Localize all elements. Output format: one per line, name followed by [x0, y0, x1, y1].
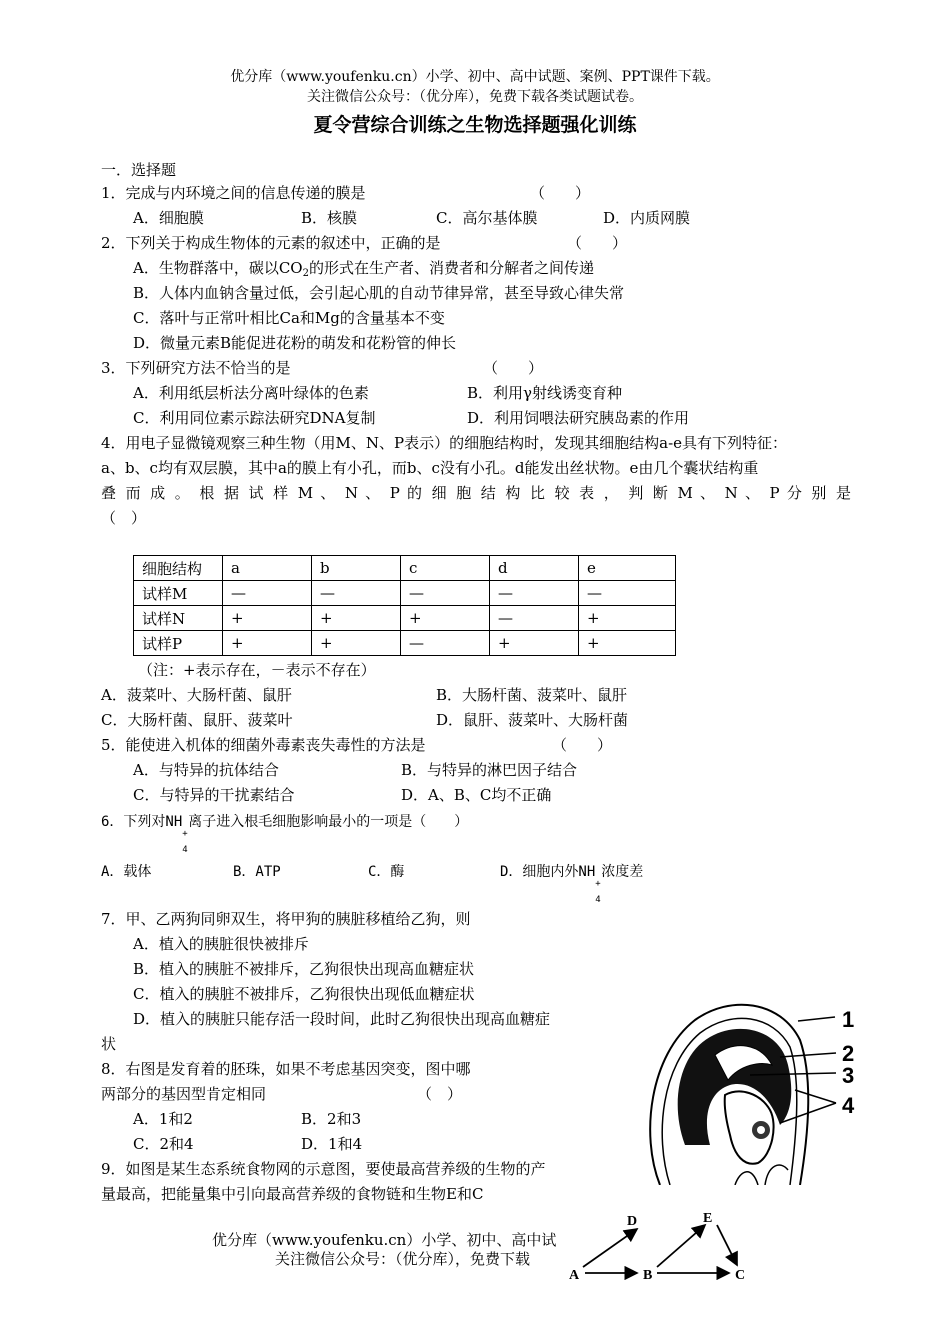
- ovule-label-2: 2: [842, 1041, 855, 1066]
- q7-option-d-continued: 状: [101, 1035, 117, 1053]
- table-cell: —: [490, 581, 579, 606]
- label-1-leader: [798, 1017, 835, 1021]
- q6-option-a: A．载体: [101, 864, 152, 880]
- q2-option-c: C．落叶与正常叶相比Ca和Mg的含量基本不变: [133, 309, 445, 327]
- food-web-node-a: A: [569, 1268, 580, 1283]
- table-cell: a: [223, 556, 312, 581]
- table-cell: +: [312, 606, 401, 631]
- table-cell: —: [312, 581, 401, 606]
- q3-option-b: B．利用γ射线诱变育种: [467, 384, 622, 402]
- ovule-label-4: 4: [842, 1093, 855, 1118]
- table-cell: 试样P: [134, 631, 223, 656]
- table-header-row: [134, 556, 676, 581]
- table-cell: —: [579, 581, 676, 606]
- q1-stem: 1．完成与内环境之间的信息传递的膜是: [101, 184, 366, 202]
- q4-stem-line-3: 叠 而 成 。 根 据 试 样 M 、 N 、 P 的 细 胞 结 构 比 较 表 ， 判 断 M 、 N 、 P 分 别 是: [101, 484, 851, 502]
- arrow-a-to-d: [583, 1229, 637, 1267]
- q6-stem: 6．下列对NH + 4 离子进入根毛细胞影响最小的一项是（ ）: [101, 814, 469, 855]
- table-cell: +: [579, 631, 676, 656]
- page-title: 夏令营综合训练之生物选择题强化训练: [313, 114, 637, 136]
- food-web-node-e: E: [703, 1211, 713, 1226]
- table-cell: 试样M: [134, 581, 223, 606]
- q7-option-b: B．植入的胰脏不被排斥，乙狗很快出现高血糖症状: [133, 960, 475, 978]
- label-4-leader-b: [795, 1090, 836, 1103]
- q8-option-b: B．2和3: [301, 1110, 362, 1128]
- q4-option-b: B．大肠杆菌、菠菜叶、鼠肝: [436, 686, 628, 704]
- q4-stem-line-1: 4．用电子显微镜观察三种生物（用M、N、P表示）的细胞结构时，发现其细胞结构a-e具有下列特征：: [101, 434, 788, 452]
- q8-option-c: C．2和4: [133, 1135, 194, 1153]
- food-web-node-d: D: [627, 1214, 638, 1229]
- micropyle: [735, 1172, 758, 1185]
- table-cell: +: [401, 606, 490, 631]
- table-cell: e: [579, 556, 676, 581]
- table-cell: —: [401, 581, 490, 606]
- table-cell: d: [490, 556, 579, 581]
- table-cell: b: [312, 556, 401, 581]
- q8-option-a: A．1和2: [133, 1110, 193, 1128]
- q1-answer-paren: （ ）: [530, 184, 591, 202]
- q4-option-d: D．鼠肝、菠菜叶、大肠杆菌: [436, 711, 629, 729]
- q1-option-c: C．高尔基体膜: [436, 209, 538, 227]
- q7-stem: 7．甲、乙两狗同卵双生，将甲狗的胰脏移植给乙狗，则: [101, 910, 471, 928]
- q5-answer-paren: （ ）: [552, 736, 613, 754]
- q8-option-d: D．1和4: [301, 1135, 363, 1153]
- table-row: [134, 606, 676, 631]
- q4-option-a: A．菠菜叶、大肠杆菌、鼠肝: [101, 686, 292, 704]
- q3-option-a: A．利用纸层析法分离叶绿体的色素: [133, 384, 369, 402]
- q4-option-c: C．大肠杆菌、鼠肝、菠菜叶: [101, 711, 293, 729]
- q6-option-c: C．酶: [368, 864, 405, 880]
- table-cell: 试样N: [134, 606, 223, 631]
- q6-option-b: B．ATP: [233, 864, 281, 880]
- header-line-2: 关注微信公众号：（优分库），免费下载各类试题试卷。: [307, 89, 643, 105]
- table-row: [134, 631, 676, 656]
- q5-option-b: B．与特异的淋巴因子结合: [401, 761, 578, 779]
- q2-option-b: B．人体内血钠含量过低，会引起心肌的自动节律异常，甚至导致心律失常: [133, 284, 625, 302]
- section-heading: 一．选择题: [101, 161, 177, 179]
- table-cell: +: [312, 631, 401, 656]
- q3-option-c: C．利用同位素示踪法研究DNA复制: [133, 409, 376, 427]
- arrow-b-to-e: [657, 1225, 705, 1267]
- q1-option-a: A．细胞膜: [133, 209, 204, 227]
- q2-option-a: A．生物群落中，碳以$CO_2$的形式在生产者、消费者和分解者之间传递: [133, 259, 594, 279]
- q2-answer-paren: （ ）: [567, 234, 628, 252]
- q1-option-d: D．内质网膜: [603, 209, 691, 227]
- table-cell: —: [401, 631, 490, 656]
- table-cell: +: [223, 606, 312, 631]
- cell-structure-table: [133, 555, 676, 656]
- q8-answer-paren: （ ）: [417, 1085, 463, 1103]
- table-cell: 细胞结构: [134, 556, 223, 581]
- table-cell: +: [579, 606, 676, 631]
- table-cell: +: [490, 631, 579, 656]
- q5-option-d: D．A、B、C均不正确: [401, 786, 552, 804]
- q7-option-c: C．植入的胰脏不被排斥，乙狗很快出现低血糖症状: [133, 985, 475, 1003]
- ovule-diagram: [640, 995, 870, 1185]
- central-cell-nucleus: [757, 1126, 765, 1134]
- arrow-e-to-c: [717, 1225, 737, 1265]
- ovule-label-1: 1: [842, 1007, 855, 1032]
- q3-answer-paren: （ ）: [483, 359, 544, 377]
- food-web-node-c: C: [735, 1268, 746, 1283]
- table-cell: —: [490, 606, 579, 631]
- q9-stem-line-2: 量最高，把能量集中引向最高营养级的食物链和生物E和C: [101, 1185, 484, 1203]
- q8-stem-line-1: 8．右图是发育着的胚珠，如果不考虑基因突变，图中哪: [101, 1060, 471, 1078]
- table-cell: —: [223, 581, 312, 606]
- table-row: [134, 581, 676, 606]
- ovule-label-3: 3: [842, 1063, 855, 1088]
- table-cell: c: [401, 556, 490, 581]
- q3-option-d: D．利用饲喂法研究胰岛素的作用: [467, 409, 690, 427]
- q3-stem: 3．下列研究方法不恰当的是: [101, 359, 291, 377]
- food-web-node-b: B: [643, 1268, 653, 1283]
- header-line-1: 优分库（www.youfenku.cn）小学、初中、高中试题、案例、PPT课件下载。: [230, 69, 720, 85]
- footer-line-2: 关注微信公众号：（优分库），免费下载: [275, 1250, 531, 1268]
- funicle: [765, 1165, 788, 1185]
- q2-stem: 2．下列关于构成生物体的元素的叙述中，正确的是: [101, 234, 441, 252]
- q4-answer-paren: （ ）: [101, 509, 147, 527]
- q5-option-c: C．与特异的干扰素结合: [133, 786, 295, 804]
- q9-stem-line-1: 9．如图是某生态系统食物网的示意图，要使最高营养级的生物的产: [101, 1160, 546, 1178]
- q1-option-b: B．核膜: [301, 209, 358, 227]
- q5-stem: 5．能使进入机体的细菌外毒素丧失毒性的方法是: [101, 736, 426, 754]
- food-web-diagram: [565, 1205, 755, 1285]
- q2-option-d: D．微量元素B能促进花粉的萌发和花粉管的伸长: [133, 334, 457, 352]
- q4-table-note: （注：+表示存在，－表示不存在）: [138, 661, 376, 679]
- q4-stem-line-2: a、b、c均有双层膜，其中a的膜上有小孔，而b、c没有小孔。d能发出丝状物。e由几个囊状结构重: [101, 459, 759, 477]
- q7-option-d: D．植入的胰脏只能存活一段时间，此时乙狗很快出现高血糖症: [133, 1010, 551, 1028]
- q7-option-a: A．植入的胰脏很快被排斥: [133, 935, 309, 953]
- q6-option-d: D．细胞内外NH + 4 浓度差: [500, 864, 644, 905]
- q5-option-a: A．与特异的抗体结合: [133, 761, 279, 779]
- table-cell: +: [223, 631, 312, 656]
- label-2-leader: [780, 1053, 836, 1057]
- q8-stem-line-2: 两部分的基因型肯定相同: [101, 1085, 267, 1103]
- footer-line-1: 优分库（www.youfenku.cn）小学、初中、高中试: [212, 1231, 557, 1249]
